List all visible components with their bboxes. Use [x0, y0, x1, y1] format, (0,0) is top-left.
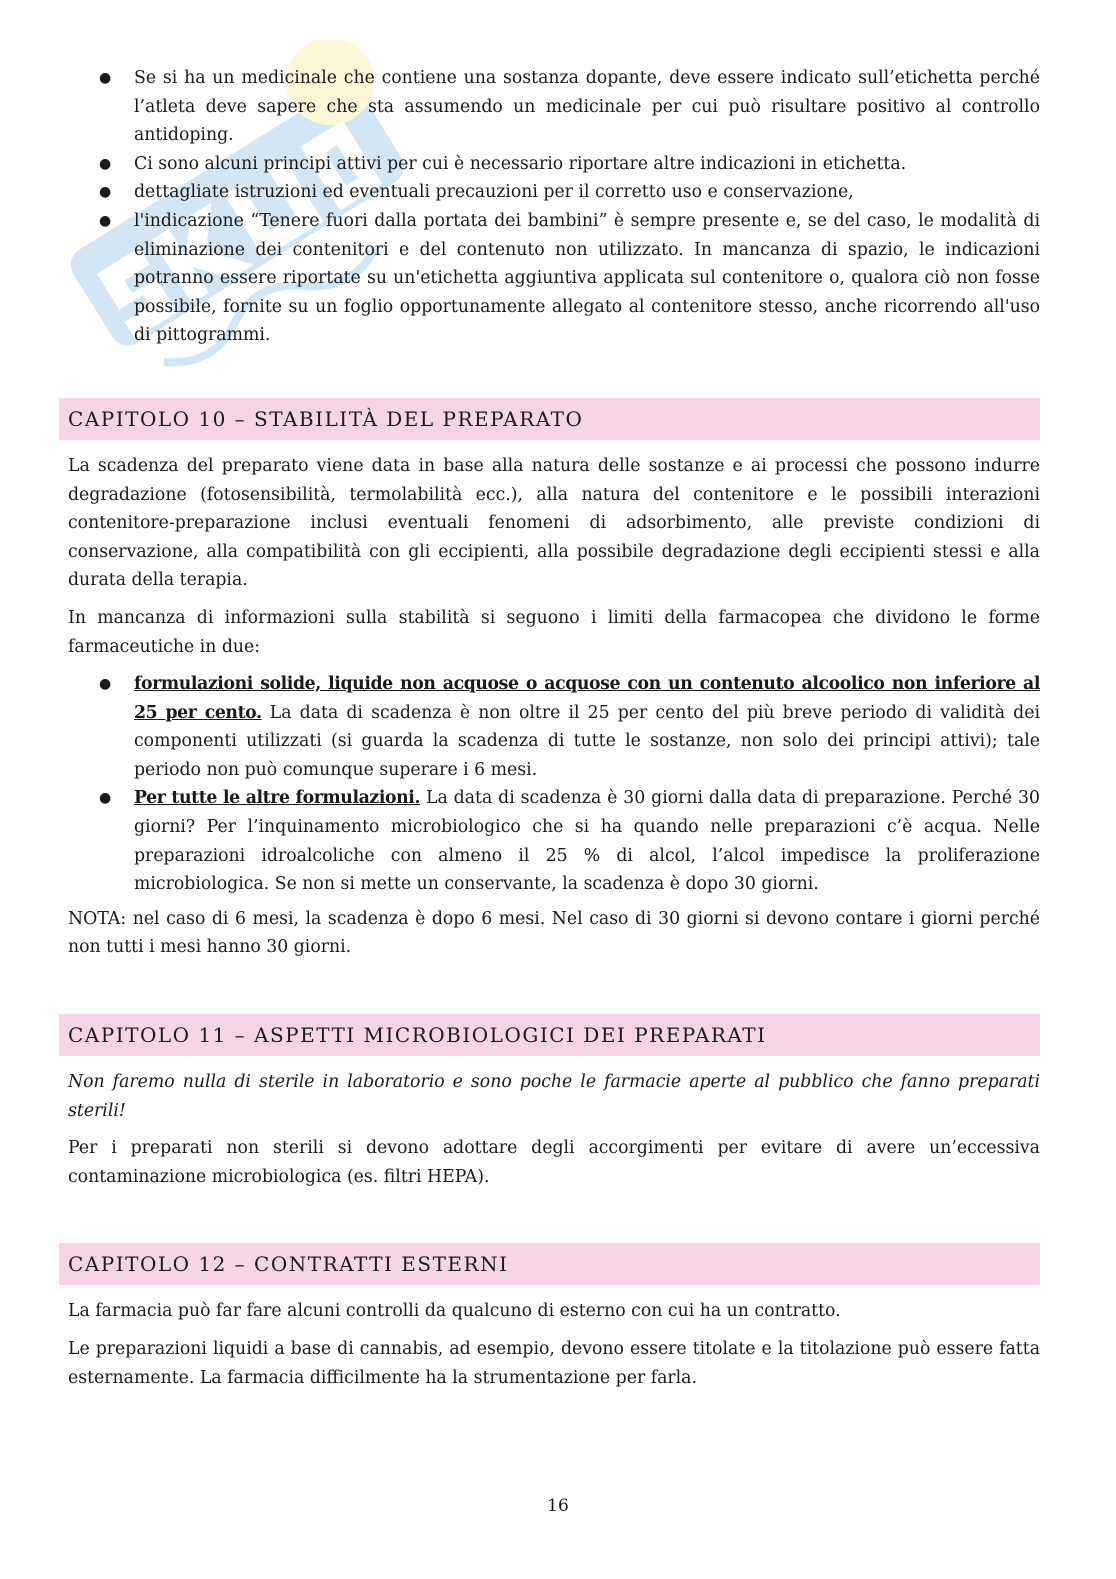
chapter-11-paragraph: Per i preparati non sterili si devono adottare degli accorgimenti per evitare di avere un’eccessiva contaminazione microbiologica (es. filtri HEPA).	[68, 1138, 1040, 1187]
list-item-text: Se si ha un medicinale che contiene una sostanza dopante, deve essere indicato sull’etichetta perché l’atleta deve sapere che sta assumendo un medicinale per cui può risultare positivo al controllo antidoping.	[134, 68, 1040, 146]
list-item	[68, 178, 1040, 207]
chapter-12-heading: CAPITOLO 12 – CONTRATTI ESTERNI	[59, 1243, 1040, 1285]
chapter-11-heading: CAPITOLO 11 – ASPETTI MICROBIOLOGICI DEI PREPARATI	[59, 1014, 1040, 1056]
chapter-10-paragraph-1: La scadenza del preparato viene data in base alla natura delle sostanze e ai processi che possono indurre degradazione (fotosensibilità, termolabilità ecc.), alla natura del contenitore e le possibili interazioni contenitore-preparazione inclusi eventuali fenomeni di adsorbimento, alle previste condizioni di conservazione, alla compatibilità con gli eccipienti, alla possibile degradazione degli eccipienti stessi e alla durata della terapia.	[68, 455, 1040, 591]
bullet-heading: formulazioni solide, liquide non acquose o acquose con un contenuto alcoolico non inferiore al 25 per cento.	[134, 674, 1040, 723]
page-number: 16	[547, 1496, 569, 1516]
list-item-text: Ci sono alcuni principi attivi per cui è necessario riportare altre indicazioni in etichetta.	[134, 153, 907, 174]
list-item	[68, 784, 1040, 898]
bullet-icon: ●	[99, 184, 112, 201]
bullet-icon: ●	[99, 790, 112, 807]
chapter-12-paragraph-1: La farmacia può far fare alcuni controlli da qualcuno di esterno con cui ha un contratto.	[68, 1301, 841, 1322]
list-item-text: l'indicazione “Tenere fuori dalla portata dei bambini” è sempre presente e, se del caso, le modalità di eliminazione dei contenitori e del contenuto non utilizzato. In mancanza di spazio, le indicazioni potranno essere riportate su un'etichetta aggiuntiva applicata sul contenitore o, qualora ciò non fosse possibile, fornite su un foglio opportunamente allegato al contenitore stesso, anche ricorrendo all'uso di pittogrammi.	[134, 210, 1040, 346]
list-item	[68, 64, 1040, 150]
chapter-12-paragraph-2: Le preparazioni liquidi a base di cannabis, ad esempio, devono essere titolate e la titolazione può essere fatta esternamente. La farmacia difficilmente ha la strumentazione per farla.	[68, 1339, 1040, 1388]
shelf-life-bullet-list	[68, 670, 1040, 899]
bullet-text: La data di scadenza è 30 giorni dalla data di preparazione. Perché 30 giorni? Per l’inquinamento microbiologico che si ha quando nelle preparazioni c’è acqua. Nelle preparazioni idroalcoliche con almeno il 25 % di alcol, l’alcol impedisce la proliferazione microbiologica. Se non si mette un conservante, la scadenza è dopo 30 giorni.	[134, 788, 1040, 895]
list-item	[68, 150, 1040, 179]
document-page	[68, 64, 1040, 1401]
list-item	[68, 670, 1040, 784]
intro-bullet-list	[68, 64, 1040, 350]
bullet-icon: ●	[99, 676, 112, 693]
bullet-heading: Per tutte le altre formulazioni.	[134, 788, 421, 809]
bullet-icon: ●	[99, 155, 112, 172]
list-item	[68, 207, 1040, 350]
chapter-10-heading: CAPITOLO 10 – STABILITÀ DEL PREPARATO	[59, 398, 1040, 440]
bullet-icon: ●	[99, 212, 112, 229]
chapter-11-italic-paragraph: Non faremo nulla di sterile in laboratorio e sono poche le farmacie aperte al pubblico che fanno preparati sterili!	[68, 1072, 1040, 1121]
chapter-10-note: NOTA: nel caso di 6 mesi, la scadenza è dopo 6 mesi. Nel caso di 30 giorni si devono contare i giorni perché non tutti i mesi hanno 30 giorni.	[68, 908, 1040, 958]
bullet-text: La data di scadenza è non oltre il 25 per cento del più breve periodo di validità dei componenti utilizzati (si guarda la scadenza di tutte le sostanze, non solo dei principi attivi); tale periodo non può comunque superare i 6 mesi.	[134, 702, 1041, 780]
chapter-10-paragraph-2: In mancanza di informazioni sulla stabilità si seguono i limiti della farmacopea che dividono le forme farmaceutiche in due:	[68, 607, 1040, 657]
list-item-text: dettagliate istruzioni ed eventuali precauzioni per il corretto uso e conservazione,	[134, 182, 854, 203]
bullet-icon: ●	[99, 70, 112, 86]
